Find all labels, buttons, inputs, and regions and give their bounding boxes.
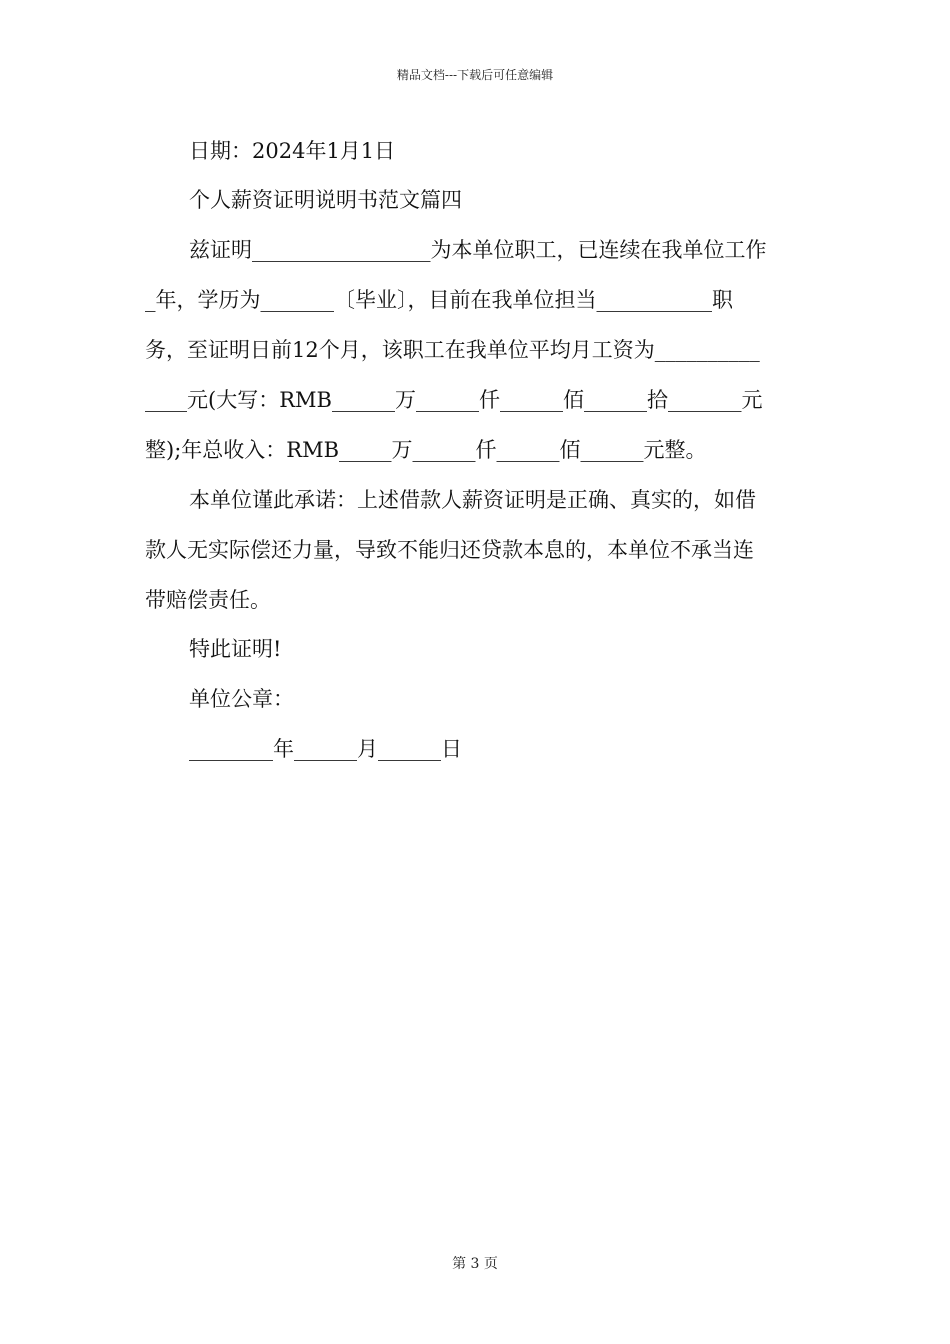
- section-title: 个人薪资证明说明书范文篇四: [189, 188, 462, 212]
- commitment-line-1: 本单位谨此承诺：上述借款人薪资证明是正确、真实的，如借: [189, 488, 756, 512]
- certificate-line-5: 整);年总收入：RMB_____万______仟______佰______元整。: [145, 438, 707, 462]
- certificate-line-4: ____元(大写：RMB______万______仟______佰______拾_______元: [145, 388, 763, 412]
- closing-statement: 特此证明!: [189, 637, 282, 661]
- signature-date: ________年______月______日: [189, 737, 462, 761]
- certificate-line-2: _年，学历为_______〔毕业〕，目前在我单位担当___________职: [145, 288, 733, 312]
- certificate-line-1: 兹证明_________________为本单位职工，已连续在我单位工作: [189, 238, 767, 262]
- seal-label: 单位公章：: [189, 687, 294, 711]
- page-header: 精品文档---下载后可任意编辑: [396, 68, 554, 82]
- commitment-line-2: 款人无实际偿还力量，导致不能归还贷款本息的，本单位不承当连: [145, 538, 754, 562]
- commitment-line-3: 带赔偿责任。: [145, 588, 271, 612]
- page-number: 第 3 页: [452, 1256, 498, 1272]
- certificate-line-3: 务，至证明日前12个月，该职工在我单位平均月工资为__________: [145, 338, 760, 362]
- date-line: 日期：2024年1月1日: [189, 139, 396, 163]
